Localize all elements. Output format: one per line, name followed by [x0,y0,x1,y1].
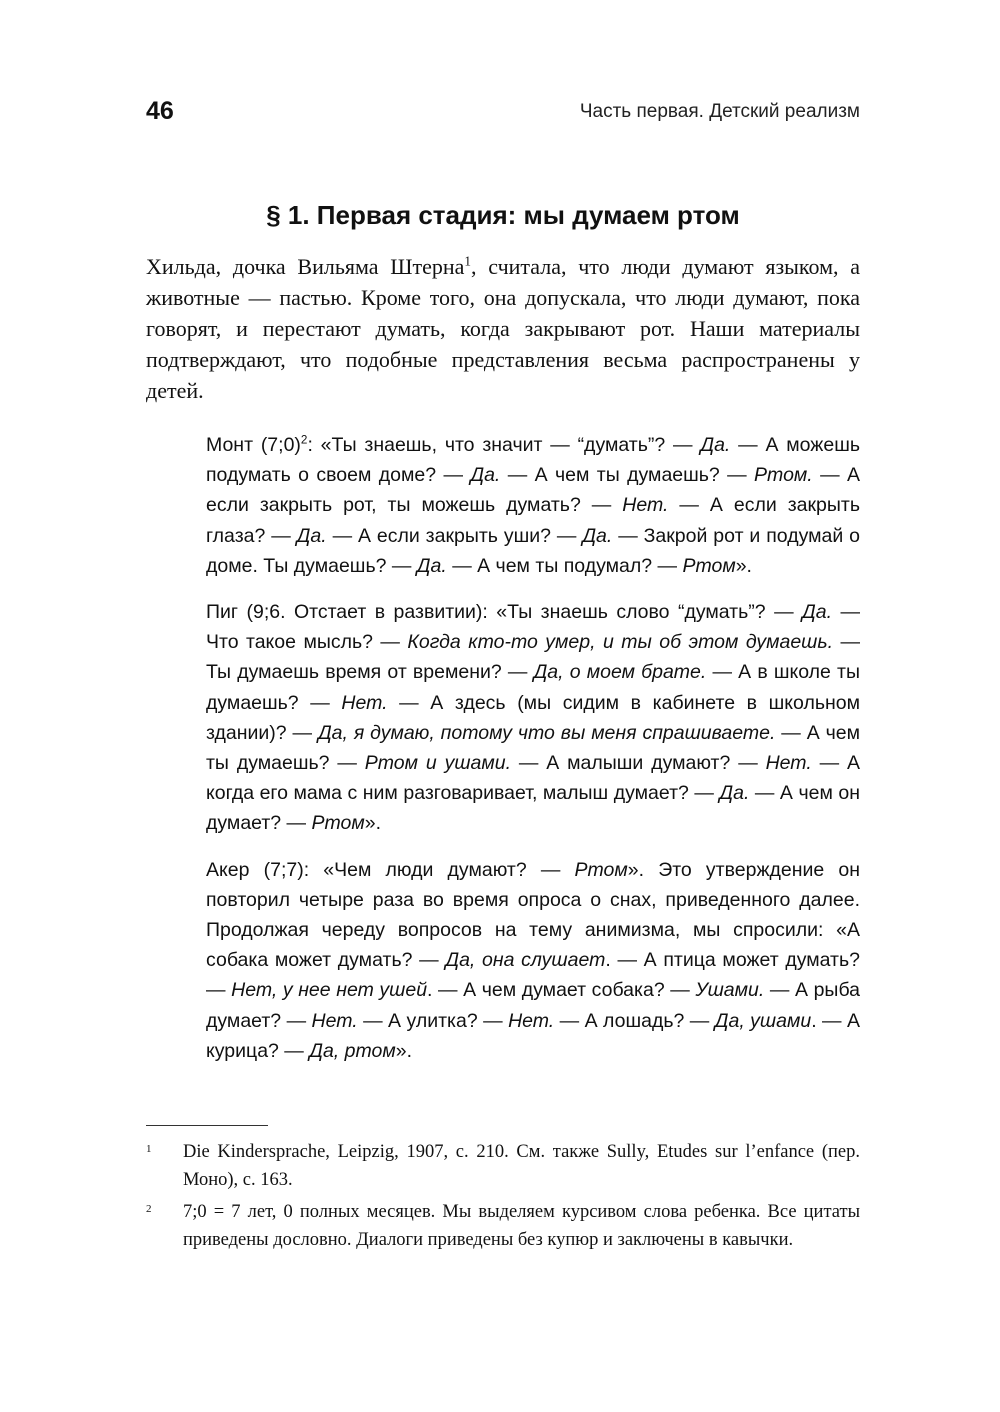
footnote-text: Die Kindersprache, Leipzig, 1907, с. 210. См. также Sully, Etudes sur l’enfance (пер. Моно), с. 163. [183,1142,860,1190]
intro-paragraph: Хильда, дочка Вильяма Штерна$^1$, считала, что люди думают языком, а животные — пастью. Кроме того, она допускала, что люди думают, пока говорят, и перестают думать, когда закрывают рот. Наши материалы подтверждают, что подобные представления весьма распространены у детей. [146,253,860,403]
footnote-text: 7;0 = 7 лет, 0 полных месяцев. Мы выделяем курсивом слова ребенка. Все цитаты приведены дословно. Диалоги приведены без купюр и заключены в кавычки. [183,1202,860,1250]
section-title: § 1. Первая стадия: мы думаем ртом [266,200,740,230]
footnote-mark: 2 [146,1203,152,1215]
footnote-1 [146,1138,860,1194]
running-head: Часть первая. Детский реализм [579,101,860,122]
footnote-ref-2[interactable]: 2 [300,433,308,447]
footnote-ref-1[interactable]: 1 [464,253,471,269]
footnote-separator [146,1125,268,1126]
page-number: 46 [146,97,174,125]
interview-quotes [206,430,860,1082]
footnote-2 [146,1198,860,1254]
quote-pig: Пиг (9;6. Отстает в развитии): «Ты знаешь слово “думать”? — Да. — Что такое мысль? — Когда кто-то умер, и ты об этом думаешь. — Ты думаешь время от времени? — Да, о моем брате. — А в школе ты думаешь? — Нет. — А здесь (мы сидим в кабинете в школьном здании)? — Да, я думаю, потому что вы меня спрашиваете. — А чем ты думаешь? — Ртом и ушами. — А малыши думают? — Нет. — А когда его мама с ним разговаривает, малыш думает? — Да. — А чем он думает? — Ртом». [206,601,861,835]
quote-mont: Монт (7;0)$^2$: «Ты знаешь, что значит — “думать”? — Да. — А можешь подумать о своем доме? — Да. — А чем ты думаешь? — Ртом. — А если закрыть рот, ты можешь думать? — Нет. — А если закрыть глаза? — Да. — А если закрыть уши? — Да. — Закрой рот и подумай о доме. Ты думаешь? — Да. — А чем ты подумал? — Ртом». [206,433,861,577]
quote-aker: Акер (7;7): «Чем люди думают? — Ртом». Это утверждение он повторил четыре раза во время опроса о снах, приведенного далее. Продолжая череду вопросов на тему анимизма, мы спросили: «А собака может думать? — Да, она слушает. — А птица может думать? — Нет, у нее нет ушей. — А чем думает собака? — Ушами. — А рыба думает? — Нет. — А улитка? — Нет. — А лошадь? — Да, ушами. — А курица? — Да, ртом». [206,858,861,1062]
footnote-mark: 1 [146,1143,152,1155]
